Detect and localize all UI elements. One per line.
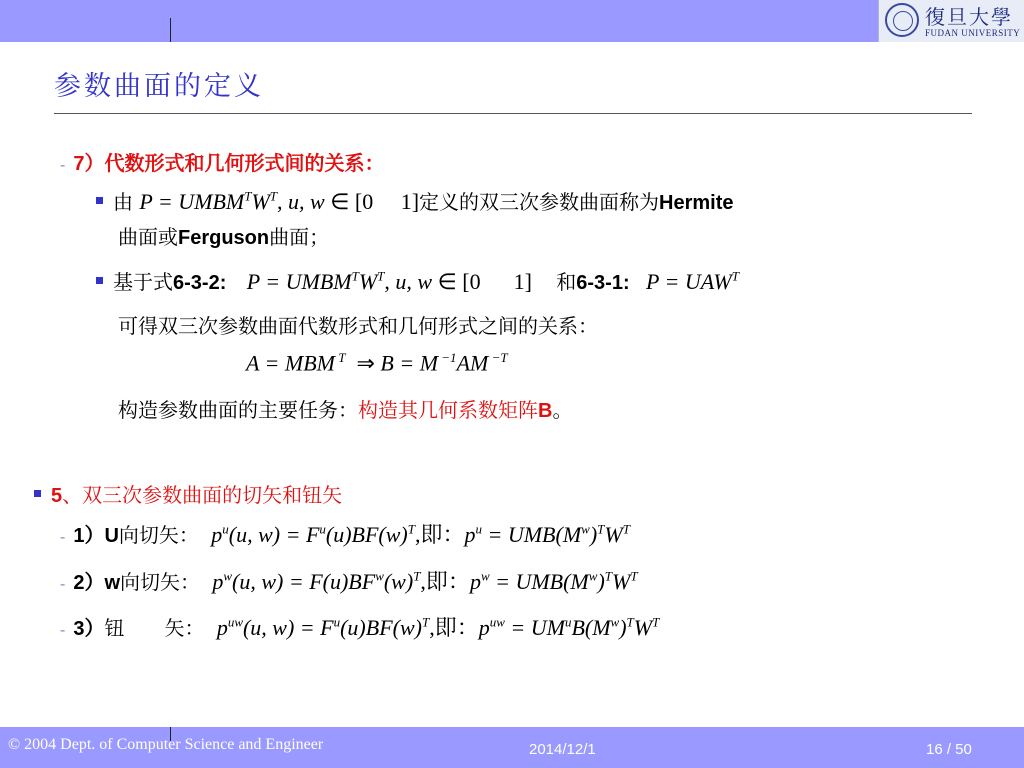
dash-bullet-icon: - — [60, 529, 66, 546]
bullet-1-text: 定义的双三次参数曲面称为 — [419, 190, 660, 214]
item-7-text: 7）代数形式和几何形式间的关系： — [73, 153, 385, 175]
dash-bullet-icon: - — [60, 157, 66, 174]
sub-2-letter: w — [104, 572, 121, 594]
eq-ref-6-3-1: 6-3-1: — [576, 272, 630, 294]
title-divider — [54, 113, 972, 114]
twist-row — [60, 611, 659, 642]
top-bar — [0, 0, 878, 42]
section-5-number: 5 — [51, 485, 63, 507]
eq-ref-6-3-2: 6-3-2: — [173, 272, 227, 294]
university-logo — [878, 0, 1024, 42]
top-bar-tick — [170, 18, 171, 42]
slide-title: 参数曲面的定义 — [54, 71, 264, 102]
footer-page-number: 16 / 50 — [926, 741, 972, 758]
twist-formula: $p^{uw}(u$, $w) = F^u(u)BF(w)^T$,即：$p^{uw} = UM^uB(M^w)^TW^T$ — [216, 614, 660, 640]
square-bullet-icon — [34, 490, 41, 497]
main-task-highlight: 构造其几何系数矩阵 — [358, 398, 538, 422]
bullet-1-text-2: 曲面或 — [118, 225, 178, 249]
university-seal-icon — [885, 3, 919, 37]
sub-2-number: 2） — [73, 572, 105, 594]
matrix-b-label: B — [538, 400, 553, 422]
section-5-text: 、双三次参数曲面的切矢和钮矢 — [62, 483, 343, 507]
bullet-2-cont — [118, 310, 598, 339]
bullet-2-formula-2: $P = UAW^T$ — [645, 268, 739, 294]
tangent-u-row — [60, 518, 630, 549]
bullet-2-and: 和 — [556, 270, 577, 294]
footer-date: 2014/12/1 — [529, 741, 596, 758]
footer-bar — [0, 727, 1024, 768]
square-bullet-icon — [96, 277, 103, 284]
square-bullet-icon — [96, 197, 103, 204]
bullet-2-prefix: 基于式 — [113, 270, 173, 294]
ferguson-label: Ferguson — [178, 227, 270, 249]
sub-3-number: 3） — [73, 618, 105, 640]
logo-text-cn: 復旦大學 — [925, 5, 1013, 29]
item-7-heading — [60, 147, 384, 176]
logo-text-en: FUDAN UNIVERSITY — [925, 28, 1021, 38]
sub-1-letter: U — [104, 525, 119, 547]
bullet-2 — [96, 266, 739, 295]
bullet-1-cont — [118, 221, 329, 250]
dash-bullet-icon: - — [60, 576, 66, 593]
footer-copyright: © 2004 Dept. of Computer Science and Engineer — [8, 736, 324, 753]
main-task-end: 。 — [552, 398, 573, 422]
bullet-1-formula: $P = UMBM^TW^T$, u, w ∈ [0 1] — [139, 188, 420, 214]
sub-2-label: 向切矢： — [120, 570, 201, 594]
sub-3-label: 钮 矢： — [104, 616, 205, 640]
main-task — [118, 394, 572, 423]
sub-1-number: 1） — [73, 525, 105, 547]
hermite-label: Hermite — [659, 192, 734, 214]
section-5-heading — [34, 479, 342, 508]
bullet-2-conclusion: 可得双三次参数曲面代数形式和几何形式之间的关系： — [118, 314, 598, 338]
sub-1-label: 向切矢： — [118, 523, 199, 547]
bullet-2-formula-1: $P = UMBM^TW^T$, u, w ∈ [0 1] — [246, 268, 532, 294]
tangent-w-formula: $p^w(u$, $w) = F(u)BF^w(w)^T$,即：$p^w = UMB(M^w)^TW^T$ — [212, 568, 638, 594]
bullet-1 — [96, 186, 734, 215]
bullet-1-text-3: 曲面； — [269, 225, 330, 249]
tangent-u-formula: $p^u(u$, $w) = F^u(u)BF(w)^T$,即：$p^u = UMB(M^w)^TW^T$ — [211, 521, 630, 547]
dash-bullet-icon: - — [60, 622, 66, 639]
main-task-label: 构造参数曲面的主要任务： — [118, 398, 358, 422]
relation-formula: A = MBM $^T$ ⇒ B = M $^{-1}$AM $^{-T}$ — [246, 350, 508, 376]
bullet-1-prefix: 由 — [113, 190, 133, 214]
tangent-w-row — [60, 565, 638, 596]
